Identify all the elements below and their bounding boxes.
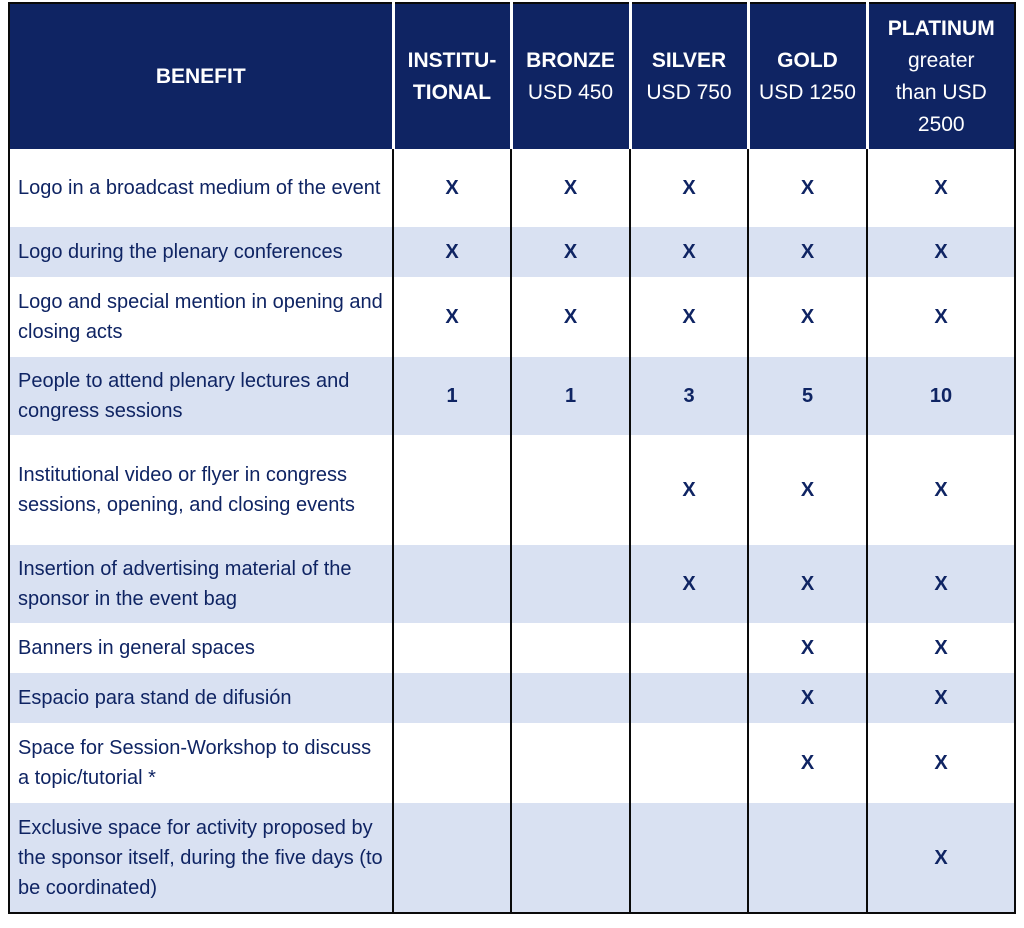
silver-cell: 3 (630, 357, 748, 435)
bronze-cell: X (511, 277, 630, 357)
header-silver (630, 3, 748, 149)
bronze-cell (511, 723, 630, 803)
gold-cell: X (748, 227, 867, 277)
gold-cell: X (748, 545, 867, 623)
header-silver-price: USD 750 (646, 80, 732, 104)
header-benefit (9, 3, 393, 149)
table-row (9, 623, 1015, 673)
header-institutional (393, 3, 511, 149)
header-bronze (511, 3, 630, 149)
table-row (9, 803, 1015, 913)
header-platinum (867, 3, 1015, 149)
silver-cell: X (630, 277, 748, 357)
institutional-cell (393, 435, 511, 545)
table-row (9, 723, 1015, 803)
silver-cell (630, 673, 748, 723)
silver-cell: X (630, 435, 748, 545)
table-row (9, 435, 1015, 545)
institutional-cell: 1 (393, 357, 511, 435)
gold-cell: X (748, 277, 867, 357)
silver-cell: X (630, 227, 748, 277)
table-body (9, 149, 1015, 913)
benefit-cell: Exclusive space for activity proposed by the sponsor itself, during the five days (to be coordinated) (9, 803, 393, 913)
bronze-cell (511, 545, 630, 623)
sponsorship-benefits-table-wrapper (8, 2, 1014, 914)
gold-cell: 5 (748, 357, 867, 435)
header-bronze-price: USD 450 (527, 80, 614, 104)
bronze-cell (511, 435, 630, 545)
benefit-cell: Logo in a broadcast medium of the event (9, 149, 393, 227)
gold-cell (748, 803, 867, 913)
institutional-cell: X (393, 277, 511, 357)
silver-cell (630, 623, 748, 673)
table-row (9, 357, 1015, 435)
header-silver-label: SILVER (651, 48, 727, 72)
benefit-cell: Logo during the plenary conferences (9, 227, 393, 277)
bronze-cell: 1 (511, 357, 630, 435)
institutional-cell (393, 673, 511, 723)
header-platinum-price: greater than USD 2500 (895, 48, 987, 136)
institutional-cell (393, 723, 511, 803)
benefit-cell: People to attend plenary lectures and congress sessions (9, 357, 393, 435)
header-gold-label: GOLD (777, 48, 838, 72)
platinum-cell: X (867, 723, 1015, 803)
institutional-cell (393, 803, 511, 913)
table-row (9, 673, 1015, 723)
gold-cell: X (748, 435, 867, 545)
table-row (9, 277, 1015, 357)
platinum-cell: 10 (867, 357, 1015, 435)
benefit-cell: Banners in general spaces (9, 623, 393, 673)
institutional-cell (393, 623, 511, 673)
bronze-cell (511, 673, 630, 723)
platinum-cell: X (867, 149, 1015, 227)
benefit-cell: Institutional video or flyer in congress sessions, opening, and closing events (9, 435, 393, 545)
platinum-cell: X (867, 277, 1015, 357)
platinum-cell: X (867, 227, 1015, 277)
bronze-cell: X (511, 149, 630, 227)
platinum-cell: X (867, 673, 1015, 723)
silver-cell: X (630, 545, 748, 623)
header-gold-price: USD 1250 (759, 80, 856, 104)
header-benefit-label: BENEFIT (155, 64, 246, 88)
platinum-cell: X (867, 803, 1015, 913)
gold-cell: X (748, 723, 867, 803)
bronze-cell: X (511, 227, 630, 277)
header-gold (748, 3, 867, 149)
table-row (9, 227, 1015, 277)
benefit-cell: Logo and special mention in opening and closing acts (9, 277, 393, 357)
gold-cell: X (748, 149, 867, 227)
platinum-cell: X (867, 435, 1015, 545)
gold-cell: X (748, 673, 867, 723)
bronze-cell (511, 623, 630, 673)
institutional-cell: X (393, 227, 511, 277)
table-row (9, 149, 1015, 227)
institutional-cell: X (393, 149, 511, 227)
header-platinum-label: PLATINUM (887, 16, 995, 40)
sponsorship-benefits-table (8, 2, 1016, 914)
bronze-cell (511, 803, 630, 913)
table-header (9, 3, 1015, 149)
table-row (9, 545, 1015, 623)
gold-cell: X (748, 623, 867, 673)
header-institutional-label: INSTITU-TIONAL (407, 48, 497, 104)
benefit-cell: Espacio para stand de difusión (9, 673, 393, 723)
benefit-cell: Space for Session-Workshop to discuss a topic/tutorial * (9, 723, 393, 803)
institutional-cell (393, 545, 511, 623)
header-row (9, 3, 1015, 149)
silver-cell: X (630, 149, 748, 227)
header-bronze-label: BRONZE (526, 48, 615, 72)
silver-cell (630, 803, 748, 913)
benefit-cell: Insertion of advertising material of the sponsor in the event bag (9, 545, 393, 623)
silver-cell (630, 723, 748, 803)
platinum-cell: X (867, 623, 1015, 673)
platinum-cell: X (867, 545, 1015, 623)
